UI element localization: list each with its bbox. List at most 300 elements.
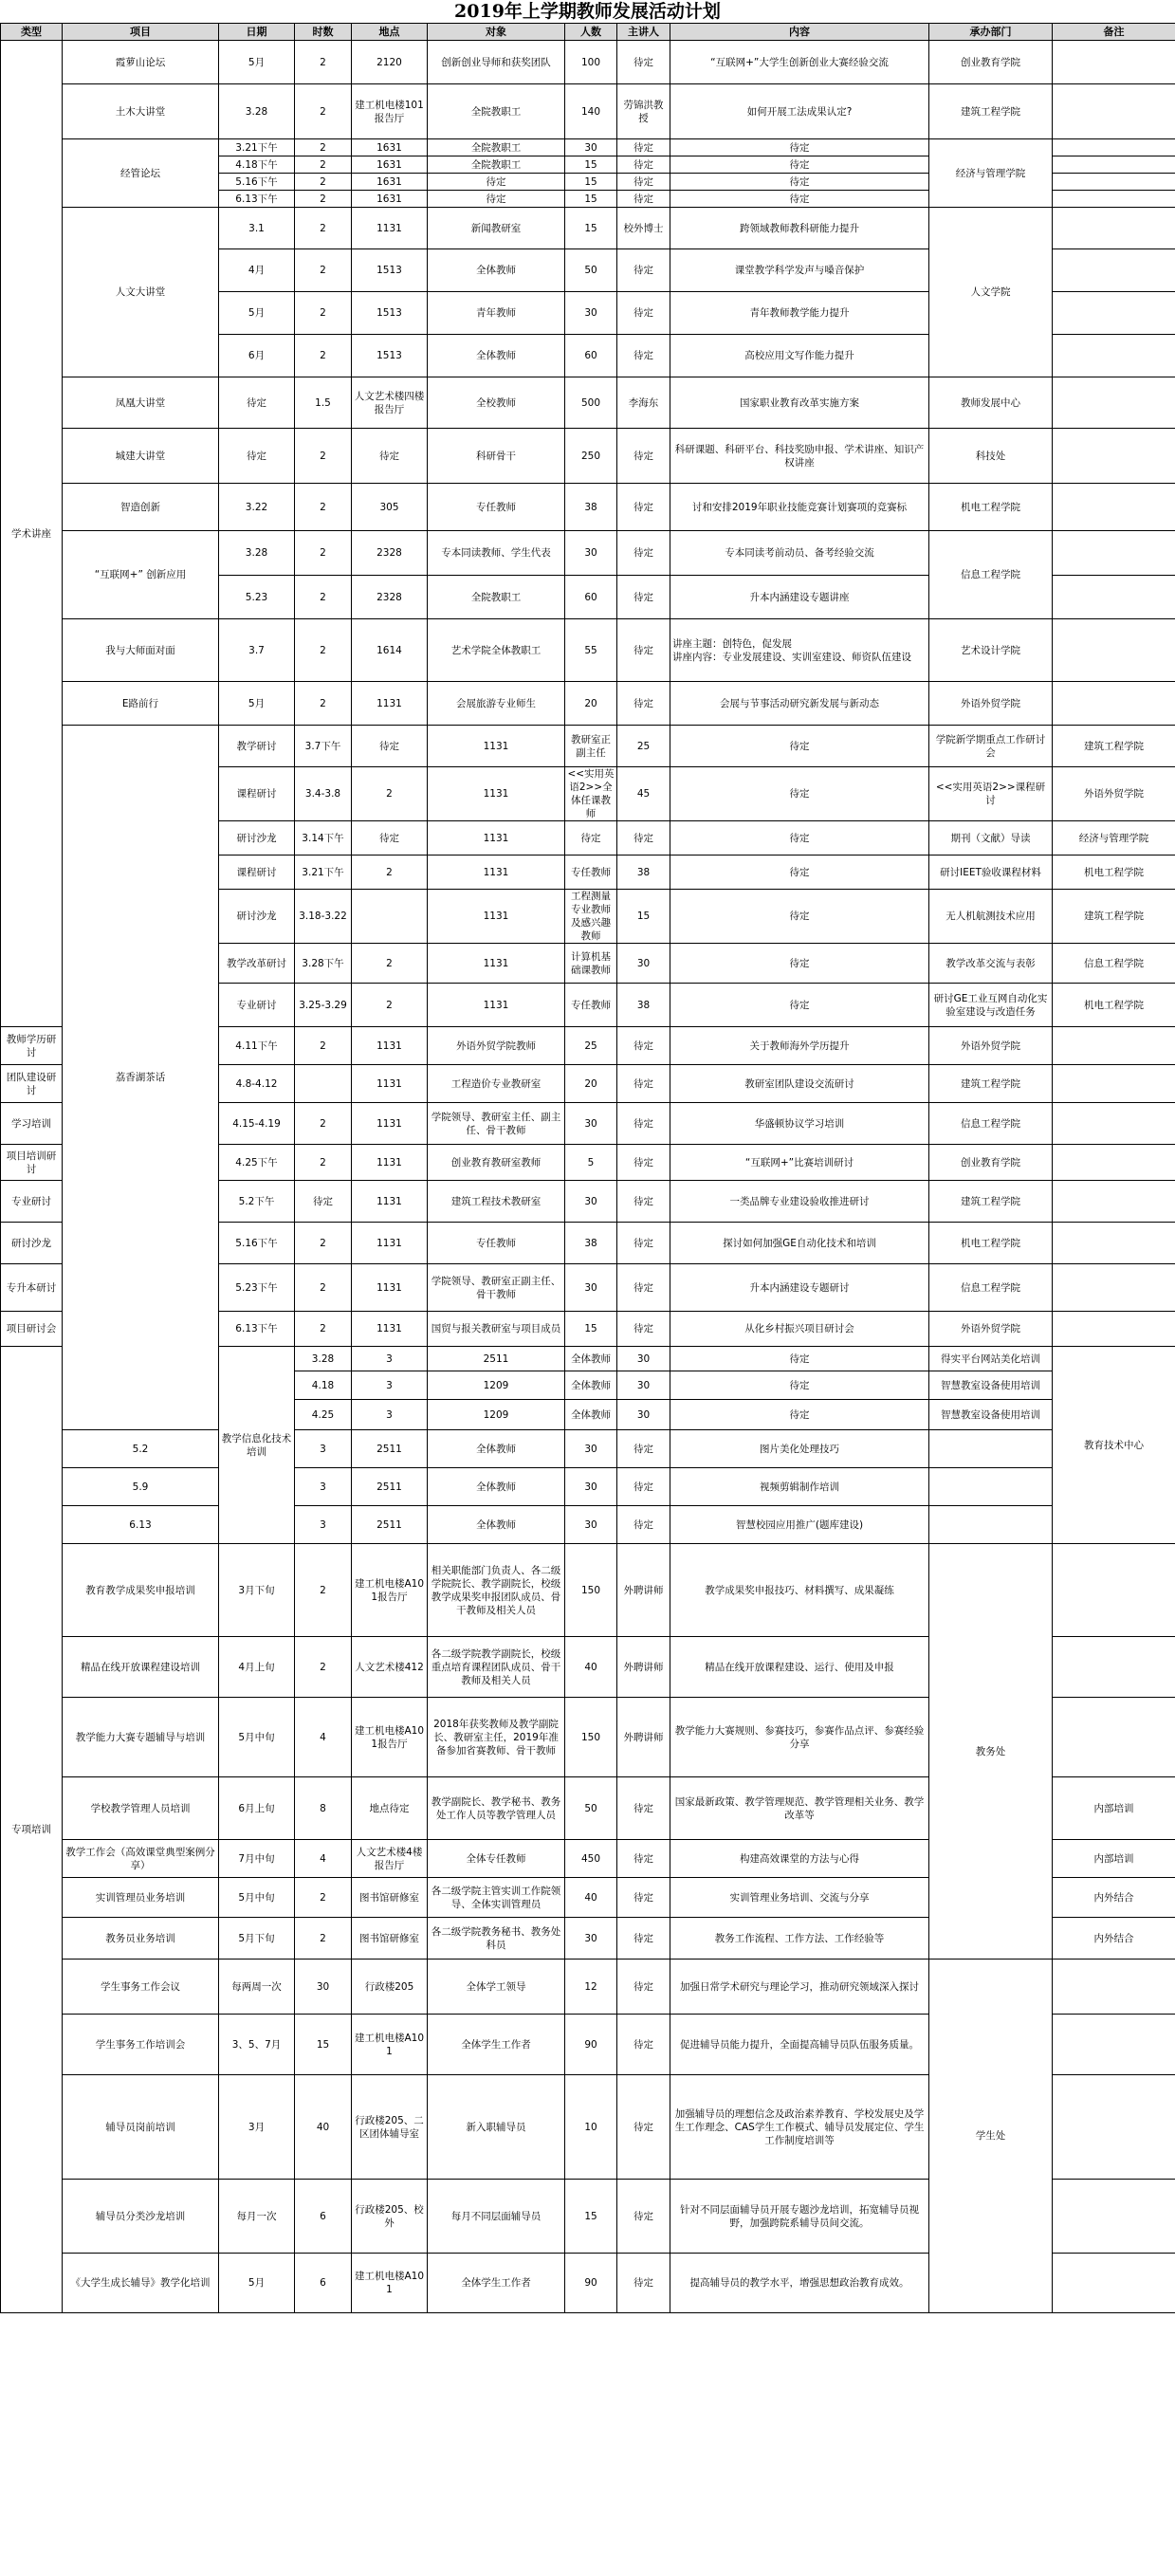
table-cell: 专业研讨 (1, 1181, 63, 1223)
table-cell (1053, 41, 1175, 84)
table-cell: 1614 (352, 619, 428, 682)
table-cell: 全体专任教师 (428, 1840, 565, 1878)
table-cell: 外语外贸学院 (929, 1027, 1053, 1065)
table-cell: 待定 (617, 1145, 670, 1181)
table-row (1, 429, 1175, 484)
table-cell: 1131 (352, 208, 428, 249)
table-cell: 机电工程学院 (929, 484, 1053, 531)
table-cell: 实训管理业务培训、交流与分享 (670, 1878, 929, 1918)
table-cell: 8 (295, 1777, 352, 1840)
table-cell: 2 (295, 619, 352, 682)
table-cell: 待定 (617, 1027, 670, 1065)
table-cell: 教学能力大赛规则、参赛技巧，参赛作品点评、参赛经验分享 (670, 1698, 929, 1777)
table-cell: 2 (295, 1544, 352, 1637)
table-cell: 内部培训 (1053, 1840, 1175, 1878)
table-cell: 3 (295, 1430, 352, 1468)
table-cell: 1131 (428, 984, 565, 1027)
table-cell: 5月 (219, 41, 295, 84)
table-cell: 1131 (352, 682, 428, 726)
table-cell: 3月下旬 (219, 1544, 295, 1637)
table-cell: 待定 (219, 377, 295, 429)
table-cell: 建筑工程学院 (929, 1181, 1053, 1223)
table-cell: 1131 (428, 821, 565, 856)
table-cell: 2 (295, 174, 352, 191)
table-cell: 30 (565, 139, 617, 156)
header-cell: 项目 (63, 24, 219, 41)
table-cell: 期刊（文献）导读 (929, 821, 1053, 856)
table-cell: 专业研讨 (219, 984, 295, 1027)
header-cell: 时数 (295, 24, 352, 41)
table-cell: 待定 (617, 1065, 670, 1103)
table-cell: 待定 (617, 429, 670, 484)
table-cell (1053, 682, 1175, 726)
table-cell: 全院教职工 (428, 84, 565, 139)
table-cell: 课程研讨 (219, 856, 295, 890)
table-cell: 2511 (352, 1506, 428, 1544)
table-cell: 国家职业教育改革实施方案 (670, 377, 929, 429)
table-cell: 信息工程学院 (929, 1264, 1053, 1312)
table-cell (929, 1468, 1053, 1506)
table-cell: 建工机电楼A101报告厅 (352, 1544, 428, 1637)
header-cell: 内容 (670, 24, 929, 41)
table-cell: 5.9 (63, 1468, 219, 1506)
table-cell (1053, 249, 1175, 292)
page-title: 2019年上学期教师发展活动计划 (454, 1, 721, 22)
table-cell (1053, 1103, 1175, 1145)
table-cell: 霞萝山论坛 (63, 41, 219, 84)
table-row (1, 41, 1175, 84)
table-cell: 4.11下午 (219, 1027, 295, 1065)
table-cell: 4.18 (295, 1371, 352, 1400)
table-cell: 全体学生工作者 (428, 2254, 565, 2313)
table-cell: 创业教育学院 (929, 41, 1053, 84)
table-cell: 全体教师 (428, 335, 565, 377)
table-cell: 38 (617, 984, 670, 1027)
table-cell: 10 (565, 2075, 617, 2180)
header-cell: 类型 (1, 24, 63, 41)
table-cell: 创业教育学院 (929, 1145, 1053, 1181)
table-cell: 待定 (219, 429, 295, 484)
table-cell: 5.23 (219, 576, 295, 619)
table-cell: 凤凰大讲堂 (63, 377, 219, 429)
table-cell: 1131 (428, 944, 565, 984)
table-cell: 5.16下午 (219, 174, 295, 191)
table-cell: 建筑工程学院 (929, 1065, 1053, 1103)
table-cell (1053, 191, 1175, 208)
table-cell (1053, 1145, 1175, 1181)
table-cell: 待定 (670, 890, 929, 944)
table-cell: 2 (295, 1223, 352, 1264)
table-cell: 行政楼205、二区团体辅导室 (352, 2075, 428, 2180)
table-cell (1053, 1065, 1175, 1103)
table-row (1, 484, 1175, 531)
table-cell: 升本内涵建设专题讲座 (670, 576, 929, 619)
table-cell: 2 (295, 249, 352, 292)
table-cell: 150 (565, 1698, 617, 1777)
table-cell: 2 (295, 84, 352, 139)
table-cell: 待定 (670, 944, 929, 984)
table-cell: 4月上旬 (219, 1637, 295, 1698)
table-cell: 5.2 (63, 1430, 219, 1468)
table-cell: 艺术学院全体教职工 (428, 619, 565, 682)
table-cell (1053, 292, 1175, 335)
table-cell: 建工机电楼101报告厅 (352, 84, 428, 139)
table-row (1, 1544, 1175, 1637)
table-cell: 待定 (617, 1506, 670, 1544)
table-cell: 1131 (352, 1181, 428, 1223)
table-cell (1053, 156, 1175, 174)
table-cell: 无人机航测技术应用 (929, 890, 1053, 944)
table-cell: 创新创业导师和获奖团队 (428, 41, 565, 84)
table-cell: 3月 (219, 2075, 295, 2180)
table-cell: 研讨沙龙 (219, 821, 295, 856)
table-cell: 国家最新政策、教学管理规范、教学管理相关业务、教学改革等 (670, 1777, 929, 1840)
table-cell: 30 (617, 944, 670, 984)
table-cell: 全体教师 (565, 1371, 617, 1400)
table-cell: 3.28下午 (295, 944, 352, 984)
table-cell: 140 (565, 84, 617, 139)
table-cell: 5月 (219, 292, 295, 335)
table-cell: 研讨GE工业互网自动化实验室建设与改造任务 (929, 984, 1053, 1027)
table-cell: 专本同读考前动员、备考经验交流 (670, 531, 929, 576)
table-cell: 待定 (617, 2254, 670, 2313)
table-cell: 1631 (352, 191, 428, 208)
table-cell: 人文学院 (929, 208, 1053, 377)
table-cell: 创业教育教研室教师 (428, 1145, 565, 1181)
table-cell: 辅导员分类沙龙培训 (63, 2180, 219, 2254)
table-cell: 全院教职工 (428, 576, 565, 619)
table-cell: 待定 (670, 156, 929, 174)
table-cell: 辅导员岗前培训 (63, 2075, 219, 2180)
table-cell: 3.14下午 (295, 821, 352, 856)
table-cell: 1513 (352, 292, 428, 335)
table-cell: 待定 (670, 821, 929, 856)
table-cell: 全体教师 (565, 1400, 617, 1430)
table-cell: 待定 (617, 41, 670, 84)
table-cell: 科研课题、科研平台、科技奖励申报、学术讲座、知识产权讲座 (670, 429, 929, 484)
table-cell: 5月中旬 (219, 1878, 295, 1918)
table-cell: 3 (352, 1371, 428, 1400)
table-row (1, 726, 1175, 767)
header-cell: 主讲人 (617, 24, 670, 41)
table-cell: 待定 (352, 821, 428, 856)
table-cell: 学生处 (929, 1960, 1053, 2313)
table-cell: 45 (617, 767, 670, 821)
table-cell: 30 (295, 1960, 352, 2015)
table-cell: 工程造价专业教研室 (428, 1065, 565, 1103)
table-cell: 4.25下午 (219, 1145, 295, 1181)
table-cell: 2 (295, 484, 352, 531)
table-cell: 外聘讲师 (617, 1698, 670, 1777)
table-cell (1053, 484, 1175, 531)
table-cell: 教学信息化技术培训 (219, 1347, 295, 1544)
table-cell: 我与大师面对面 (63, 619, 219, 682)
table-cell: 图片美化处理技巧 (670, 1430, 929, 1468)
table-cell (1053, 1027, 1175, 1065)
table-cell: 2 (295, 139, 352, 156)
table-cell: 2 (295, 1027, 352, 1065)
table-cell (1053, 2254, 1175, 2313)
table-cell: 待定 (617, 1181, 670, 1223)
table-cell: 55 (565, 619, 617, 682)
table-cell: 1513 (352, 249, 428, 292)
table-cell: 待定 (670, 984, 929, 1027)
table-cell: 30 (565, 1468, 617, 1506)
table-cell: 待定 (428, 174, 565, 191)
table-cell: 实训管理员业务培训 (63, 1878, 219, 1918)
table-cell: 待定 (617, 619, 670, 682)
table-cell: 机电工程学院 (1053, 856, 1175, 890)
table-cell: 1209 (428, 1371, 565, 1400)
table-cell: 外聘讲师 (617, 1637, 670, 1698)
table-cell: 针对不同层面辅导员开展专题沙龙培训，拓宽辅导员视野，加强跨院系辅导员间交流。 (670, 2180, 929, 2254)
table-cell (1053, 619, 1175, 682)
table-cell: 教学工作会（高效课堂典型案例分享） (63, 1840, 219, 1878)
table-cell: 如何开展工法成果认定? (670, 84, 929, 139)
table-cell: 劳锦洪教授 (617, 84, 670, 139)
table-cell: 3.28 (219, 531, 295, 576)
table-cell: 15 (565, 174, 617, 191)
table-cell: 会展与节事活动研究新发展与新动态 (670, 682, 929, 726)
table-row (1, 84, 1175, 139)
table-cell: “互联网+”大学生创新创业大赛经验交流 (670, 41, 929, 84)
table-cell: 60 (565, 335, 617, 377)
table-cell: 全体教师 (428, 1430, 565, 1468)
table-cell: 待定 (617, 1468, 670, 1506)
table-cell: 加强日常学术研究与理论学习，推动研究领域深入探讨 (670, 1960, 929, 2015)
table-cell: “互联网+” 创新应用 (63, 531, 219, 619)
table-cell: 建筑工程学院 (1053, 890, 1175, 944)
table-cell (1053, 2180, 1175, 2254)
table-cell: 教学副院长、教学秘书、教务处工作人员等教学管理人员 (428, 1777, 565, 1840)
table-cell: 2 (295, 1264, 352, 1312)
table-cell: 待定 (670, 726, 929, 767)
table-cell: 全体教师 (565, 1347, 617, 1371)
table-cell (1053, 174, 1175, 191)
table-cell: 人文艺术楼4楼报告厅 (352, 1840, 428, 1878)
table-cell: 3 (352, 1347, 428, 1371)
table-cell: 专升本研讨 (1, 1264, 63, 1312)
header-cell: 人数 (565, 24, 617, 41)
table-cell: 教学能力大赛专题辅导与培训 (63, 1698, 219, 1777)
table-cell: 待定 (617, 249, 670, 292)
table-cell: 教学成果奖申报技巧、材料撰写、成果凝练 (670, 1544, 929, 1637)
table-cell: 30 (617, 1400, 670, 1430)
table-cell: 250 (565, 429, 617, 484)
table-cell: 待定 (670, 174, 929, 191)
table-cell: 智造创新 (63, 484, 219, 531)
table-cell: 2 (352, 984, 428, 1027)
table-cell: 3、5、7月 (219, 2015, 295, 2075)
table-cell: 2 (295, 1312, 352, 1347)
table-cell: 待定 (617, 1840, 670, 1878)
table-cell: 5月 (219, 2254, 295, 2313)
table-cell: 30 (617, 1347, 670, 1371)
table-cell: 待定 (617, 1878, 670, 1918)
table-cell: 38 (565, 1223, 617, 1264)
table-cell: 20 (565, 1065, 617, 1103)
table-cell: 50 (565, 1777, 617, 1840)
table-cell: 2 (295, 576, 352, 619)
table-cell: 2 (295, 1103, 352, 1145)
table-cell: 待定 (617, 2180, 670, 2254)
table-cell: 待定 (670, 139, 929, 156)
table-cell: 学术讲座 (1, 41, 63, 1027)
table-cell: 6.13下午 (219, 1312, 295, 1347)
table-cell: 信息工程学院 (1053, 944, 1175, 984)
table-cell: 会展旅游专业师生 (428, 682, 565, 726)
table-cell: 2328 (352, 576, 428, 619)
table-cell: 全体教师 (428, 249, 565, 292)
table-cell: 2 (352, 767, 428, 821)
table-cell: 全院教职工 (428, 156, 565, 174)
table-cell: 3.18-3.22 (295, 890, 352, 944)
table-cell (1053, 1637, 1175, 1698)
table-cell: 2120 (352, 41, 428, 84)
table-cell: 内部培训 (1053, 1777, 1175, 1840)
table-cell: 教研室正副主任 (565, 726, 617, 767)
table-cell: 待定 (617, 1103, 670, 1145)
table-cell: 待定 (352, 726, 428, 767)
table-cell: 建工机电楼A101报告厅 (352, 1698, 428, 1777)
table-cell: 待定 (617, 191, 670, 208)
table-cell: 人文大讲堂 (63, 208, 219, 377)
table-cell: 50 (565, 249, 617, 292)
table-cell (295, 1065, 352, 1103)
table-cell: 提高辅导员的教学水平，增强思想政治教育成效。 (670, 2254, 929, 2313)
table-cell: 行政楼205 (352, 1960, 428, 2015)
table-cell: 教务员业务培训 (63, 1918, 219, 1960)
table-cell: 项目研讨会 (1, 1312, 63, 1347)
table-cell: 教学改革交流与表彰 (929, 944, 1053, 984)
table-cell: 待定 (295, 1181, 352, 1223)
table-row (1, 377, 1175, 429)
table-cell: 2 (295, 1918, 352, 1960)
table-cell: 探讨如何加强GE自动化技术和培训 (670, 1223, 929, 1264)
table-cell: 待定 (617, 139, 670, 156)
table-cell: 内外结合 (1053, 1878, 1175, 1918)
table-cell: 3.4-3.8 (295, 767, 352, 821)
table-cell: 新闻教研室 (428, 208, 565, 249)
table-row (1, 531, 1175, 576)
table-cell: 1.5 (295, 377, 352, 429)
table-cell: 2 (295, 1145, 352, 1181)
table-cell: 2 (295, 156, 352, 174)
table-row (1, 1430, 1175, 1468)
table-cell: 1209 (428, 1400, 565, 1430)
table-cell: 研讨沙龙 (219, 890, 295, 944)
table-cell: 各二级学院教学副院长，校级重点培育课程团队成员、骨干教师及相关人员 (428, 1637, 565, 1698)
table-cell: 1131 (352, 1223, 428, 1264)
table-cell: 教育技术中心 (1053, 1347, 1175, 1544)
table-cell: 2 (295, 682, 352, 726)
table-cell: 全体学工领导 (428, 1960, 565, 2015)
table-cell: 国贸与报关教研室与项目成员 (428, 1312, 565, 1347)
table-cell: 6.13 (63, 1506, 219, 1544)
table-cell: 机电工程学院 (929, 1223, 1053, 1264)
table-cell (1053, 1960, 1175, 2015)
table-cell: 4 (295, 1698, 352, 1777)
table-cell: 待定 (617, 1312, 670, 1347)
header-cell: 地点 (352, 24, 428, 41)
table-cell: 5.23下午 (219, 1264, 295, 1312)
table-cell: 构建高效课堂的方法与心得 (670, 1840, 929, 1878)
table-cell: 校外博士 (617, 208, 670, 249)
table-cell: 3.7下午 (295, 726, 352, 767)
activity-plan-table (0, 23, 1175, 2313)
table-cell: 305 (352, 484, 428, 531)
table-cell: 待定 (670, 856, 929, 890)
table-cell: 行政楼205、校外 (352, 2180, 428, 2254)
table-cell: 学院领导、教研室正副主任、骨干教师 (428, 1264, 565, 1312)
table-cell: 1631 (352, 156, 428, 174)
table-cell: 学习培训 (1, 1103, 63, 1145)
table-cell: 待定 (617, 335, 670, 377)
table-cell: 教师发展中心 (929, 377, 1053, 429)
table-cell: 2511 (352, 1430, 428, 1468)
table-cell: 待定 (617, 2075, 670, 2180)
table-cell: 4.18下午 (219, 156, 295, 174)
table-cell: 40 (295, 2075, 352, 2180)
table-cell: 建筑工程学院 (1053, 726, 1175, 767)
table-cell: 加强辅导员的理想信念及政治素养教育、学校发展史及学生工作理念、CAS学生工作模式、辅导员发展定位、学生工作制度培训等 (670, 2075, 929, 2180)
table-cell: 团队建设研讨 (1, 1065, 63, 1103)
table-cell: 500 (565, 377, 617, 429)
table-cell: “互联网+”比赛培训研讨 (670, 1145, 929, 1181)
table-cell: 待定 (428, 191, 565, 208)
table-row (1, 1468, 1175, 1506)
table-cell: 待定 (617, 531, 670, 576)
table-cell: 1131 (428, 890, 565, 944)
table-cell: 1631 (352, 139, 428, 156)
table-cell: 全体教师 (428, 1506, 565, 1544)
table-cell: 7月中旬 (219, 1840, 295, 1878)
table-row (1, 139, 1175, 156)
table-cell: 教育教学成果奖申报培训 (63, 1544, 219, 1637)
table-cell: 待定 (670, 1371, 929, 1400)
table-cell: 人文艺术楼412 (352, 1637, 428, 1698)
table-cell (1053, 139, 1175, 156)
table-cell: 艺术设计学院 (929, 619, 1053, 682)
table-cell: 李海东 (617, 377, 670, 429)
table-cell: 荔香湖茶话 (63, 726, 219, 1430)
table-cell: 信息工程学院 (929, 531, 1053, 619)
table-cell: 待定 (617, 1223, 670, 1264)
table-cell: 38 (617, 856, 670, 890)
header-cell: 承办部门 (929, 24, 1053, 41)
table-cell: 1131 (352, 1065, 428, 1103)
table-row (1, 1506, 1175, 1544)
table-cell: 关于教师海外学历提升 (670, 1027, 929, 1065)
table-cell: 30 (565, 292, 617, 335)
table-cell (1053, 1544, 1175, 1637)
table-cell: 2 (352, 856, 428, 890)
table-cell: 全校教师 (428, 377, 565, 429)
table-cell (1053, 84, 1175, 139)
table-cell: 4月 (219, 249, 295, 292)
table-cell: 待定 (617, 1430, 670, 1468)
table-cell (1053, 2015, 1175, 2075)
table-cell: 经济与管理学院 (1053, 821, 1175, 856)
table-cell: 待定 (670, 1347, 929, 1371)
table-cell: 外语外贸学院 (929, 682, 1053, 726)
table-cell: 12 (565, 1960, 617, 2015)
table-cell: 外语外贸学院 (929, 1312, 1053, 1347)
table-cell: 15 (565, 2180, 617, 2254)
table-cell: 2511 (352, 1468, 428, 1506)
table-cell (1053, 208, 1175, 249)
table-cell: 讨和安排2019年职业技能竞赛计划赛项的竞赛标 (670, 484, 929, 531)
